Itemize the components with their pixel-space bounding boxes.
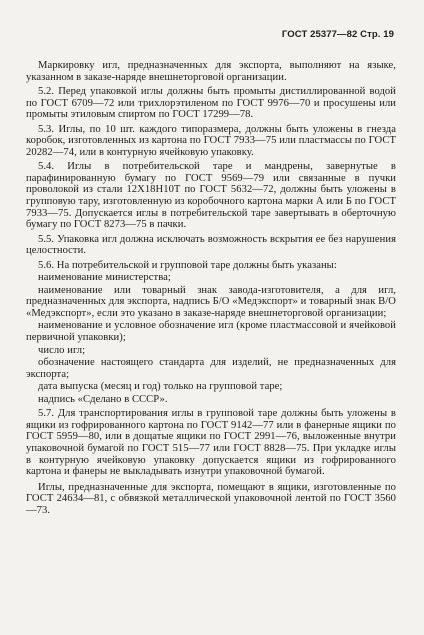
list-item-count: число игл; — [38, 344, 86, 356]
paragraph-marking-export: Маркировку игл, предназначенных для экспорта, выполняют на языке, указанном в заказе-наряде внешнеторговой организации. — [26, 60, 396, 83]
paragraph-export-boxes: Иглы, предназначенные для экспорта, помещают в ящики, изготовленные по ГОСТ 24634—81, с обвязкой металлической упаковочной лентой по ГОСТ 3560—73. — [26, 481, 396, 516]
paragraph-5-7: 5.7. Для транспортирования иглы в групповой таре должны быть уложены в ящики из гофрированного картона по ГОСТ 9142—77 или в фанерные ящики по ГОСТ 5959—80, или в дощатые ящики по ГОСТ 2991—76, выложенные внутри упаковочной бумагой по ГОСТ 515—77 или ГОСТ 8828—75. При укладке иглы в контурную ячейковую упаковку допускается ящики из гофрированного картона и фанеры не выкладывать изнутри упаковочной бумагой. — [26, 408, 396, 478]
list-item-made-in: надпись «Сделано в СССР». — [38, 393, 168, 405]
document-body — [26, 60, 396, 519]
paragraph-5-2: 5.2. Перед упаковкой иглы должны быть промыты дистиллированной водой по ГОСТ 6709—72 или трихлорэтиленом по ГОСТ 9976—70 и просушены или промыты этиловым спиртом по ГОСТ 17299—78. — [26, 86, 396, 121]
list-item-ministry: наименование министерства; — [38, 272, 171, 284]
list-item-standard: обозначение настоящего стандарта для изделий, не предназначенных для экспорта; — [26, 357, 396, 380]
paragraph-5-3: 5.3. Иглы, по 10 шт. каждого типоразмера, должны быть уложены в гнезда коробок, изготовленных из картона по ГОСТ 7933—75 или пластмассы по ГОСТ 20282—74, или в контурную ячейковую упаковку. — [26, 123, 396, 158]
list-item-date: дата выпуска (месяц и год) только на групповой таре; — [38, 381, 283, 393]
paragraph-5-6: 5.6. На потребительской и групповой таре должны быть указаны: — [38, 259, 337, 271]
paragraph-5-4: 5.4. Иглы в потребительской таре и мандрены, завернутые в парафинированную бумагу по ГОСТ 9569—79 или связанные в пучки проволокой из стали 12Х18Н10Т по ГОСТ 5632—72, должны быть уложены в групповую тару, изготовленную из коробочного картона марки А или Б по ГОСТ 7933—75. Допускается иглы в потребительской таре завертывать в оберточную бумагу по ГОСТ 8273—75 в пачки. — [26, 161, 396, 231]
page-header: ГОСТ 25377—82 Стр. 19 — [281, 29, 394, 40]
list-item-manufacturer: наименование или товарный знак завода-изготовителя, а для игл, предназначенных для экспорта, надпись Б/О «Медэкспорт» и товарный знак В/О «Медэкспорт», если это указано в заказе-наряде внешнеторговой организации; — [26, 284, 396, 319]
list-item-needle-name: наименование и условное обозначение игл (кроме пластмассовой и ячейковой первичной упаковки); — [26, 320, 396, 344]
paragraph-5-5: 5.5. Упаковка игл должна исключать возможность вскрытия ее без нарушения целостности. — [26, 233, 396, 257]
